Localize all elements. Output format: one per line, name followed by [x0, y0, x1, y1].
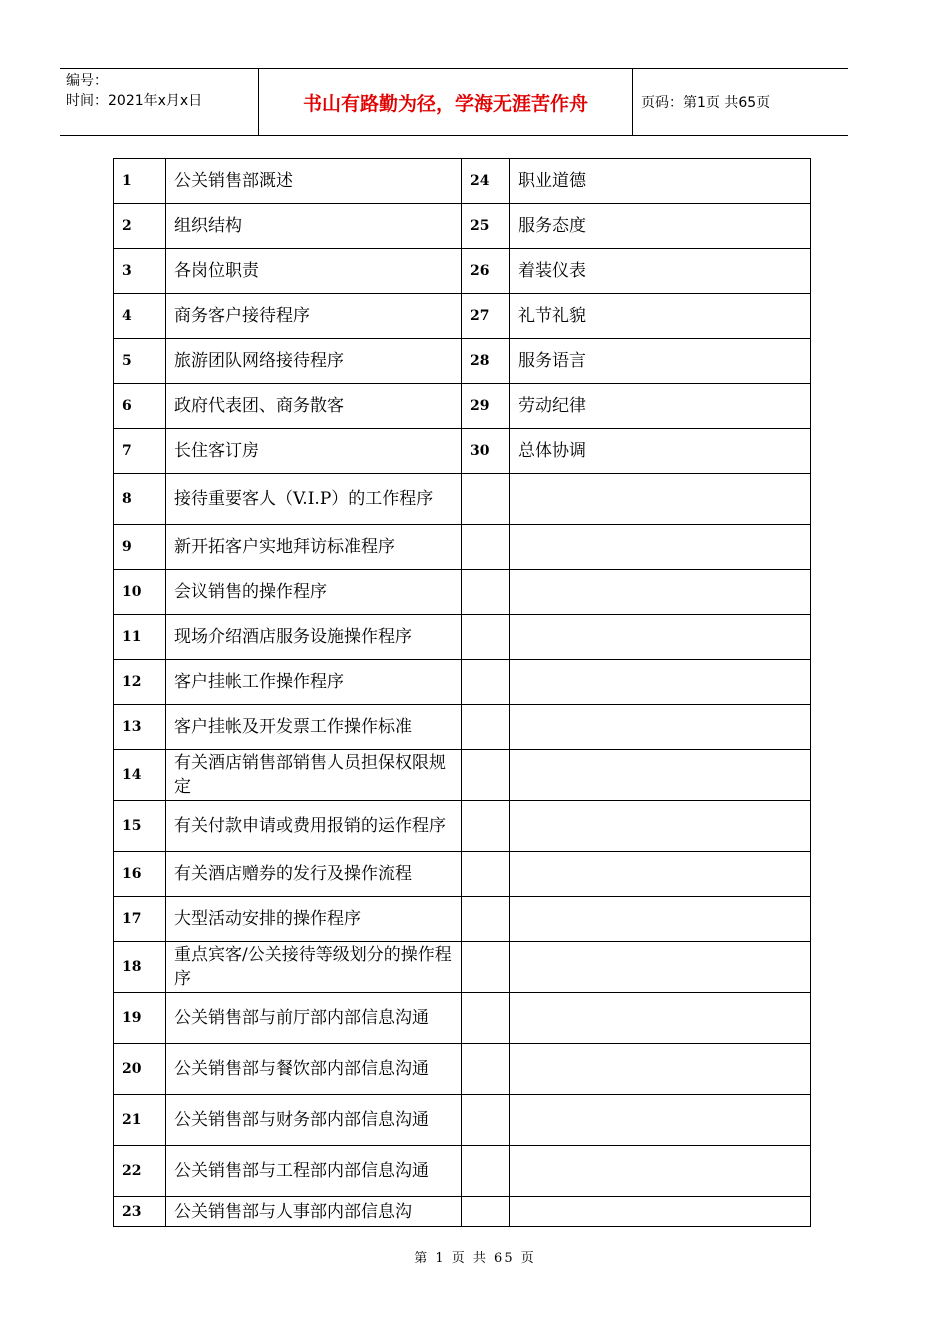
toc-title-right [510, 897, 811, 942]
table-row [114, 294, 811, 339]
toc-number-left: 14 [114, 750, 166, 801]
table-row [114, 1095, 811, 1146]
toc-number-right: 24 [462, 159, 510, 204]
toc-title-left: 公关销售部与财务部内部信息沟通 [166, 1095, 462, 1146]
table-row [114, 705, 811, 750]
toc-number-right [462, 897, 510, 942]
table-row [114, 993, 811, 1044]
toc-title-left: 长住客订房 [166, 429, 462, 474]
toc-number-right [462, 1044, 510, 1095]
table-row [114, 1044, 811, 1095]
toc-number-right [462, 942, 510, 993]
page-footer: 第 1 页 共 65 页 [414, 1251, 536, 1266]
table-row [114, 801, 811, 852]
table-row [114, 615, 811, 660]
toc-number-left: 8 [114, 474, 166, 525]
table-row [114, 942, 811, 993]
toc-title-right: 服务态度 [510, 204, 811, 249]
toc-number-left: 4 [114, 294, 166, 339]
toc-number-left: 7 [114, 429, 166, 474]
table-row [114, 525, 811, 570]
toc-number-right: 26 [462, 249, 510, 294]
toc-table [113, 158, 811, 1227]
toc-title-left: 有关酒店销售部销售人员担保权限规定 [166, 750, 462, 801]
toc-number-left: 5 [114, 339, 166, 384]
toc-number-left: 13 [114, 705, 166, 750]
toc-title-left: 政府代表团、商务散客 [166, 384, 462, 429]
table-row [114, 660, 811, 705]
toc-title-left: 组织结构 [166, 204, 462, 249]
toc-number-right [462, 525, 510, 570]
toc-title-right [510, 570, 811, 615]
toc-number-right: 27 [462, 294, 510, 339]
toc-number-left: 19 [114, 993, 166, 1044]
table-row [114, 429, 811, 474]
toc-number-right [462, 570, 510, 615]
toc-title-right: 职业道德 [510, 159, 811, 204]
toc-title-left: 旅游团队网络接待程序 [166, 339, 462, 384]
toc-title-left: 会议销售的操作程序 [166, 570, 462, 615]
toc-title-right: 礼节礼貌 [510, 294, 811, 339]
toc-number-right [462, 750, 510, 801]
toc-title-right [510, 474, 811, 525]
table-row [114, 384, 811, 429]
toc-title-right [510, 615, 811, 660]
toc-number-right [462, 705, 510, 750]
toc-title-left: 重点宾客/公关接待等级划分的操作程序 [166, 942, 462, 993]
toc-number-right [462, 852, 510, 897]
toc-title-right [510, 993, 811, 1044]
table-row [114, 339, 811, 384]
header-meta [60, 69, 258, 135]
table-row [114, 159, 811, 204]
toc-title-left: 公关销售部与工程部内部信息沟通 [166, 1146, 462, 1197]
table-row [114, 1146, 811, 1197]
toc-title-left: 现场介绍酒店服务设施操作程序 [166, 615, 462, 660]
table-row [114, 570, 811, 615]
page-header [60, 68, 848, 136]
toc-title-left: 公关销售部与前厅部内部信息沟通 [166, 993, 462, 1044]
toc-title-left: 新开拓客户实地拜访标准程序 [166, 525, 462, 570]
toc-title-right [510, 750, 811, 801]
toc-number-left: 11 [114, 615, 166, 660]
toc-number-right [462, 801, 510, 852]
toc-title-right [510, 660, 811, 705]
toc-number-right: 30 [462, 429, 510, 474]
toc-number-left: 2 [114, 204, 166, 249]
toc-number-right [462, 1095, 510, 1146]
toc-title-right: 劳动纪律 [510, 384, 811, 429]
table-row [114, 204, 811, 249]
toc-title-right [510, 852, 811, 897]
toc-number-left: 17 [114, 897, 166, 942]
toc-title-right: 总体协调 [510, 429, 811, 474]
toc-title-left: 有关付款申请或费用报销的运作程序 [166, 801, 462, 852]
toc-number-left: 16 [114, 852, 166, 897]
toc-title-left: 接待重要客人（V.I.P）的工作程序 [166, 474, 462, 525]
toc-title-right [510, 1095, 811, 1146]
table-row [114, 474, 811, 525]
toc-number-left: 3 [114, 249, 166, 294]
header-motto: 书山有路勤为径，学海无涯苦作舟 [258, 69, 633, 135]
toc-number-right: 25 [462, 204, 510, 249]
toc-number-right: 28 [462, 339, 510, 384]
toc-title-right: 着装仪表 [510, 249, 811, 294]
toc-number-right [462, 1197, 510, 1227]
toc-title-left: 有关酒店赠券的发行及操作流程 [166, 852, 462, 897]
toc-title-right [510, 942, 811, 993]
toc-number-right [462, 660, 510, 705]
toc-title-right [510, 1044, 811, 1095]
toc-title-left: 公关销售部溉述 [166, 159, 462, 204]
toc-number-left: 10 [114, 570, 166, 615]
toc-number-right [462, 993, 510, 1044]
toc-number-left: 9 [114, 525, 166, 570]
toc-title-left: 各岗位职责 [166, 249, 462, 294]
table-row [114, 897, 811, 942]
toc-number-left: 22 [114, 1146, 166, 1197]
toc-number-left: 15 [114, 801, 166, 852]
toc-title-left: 商务客户接待程序 [166, 294, 462, 339]
toc-number-left: 12 [114, 660, 166, 705]
toc-number-right: 29 [462, 384, 510, 429]
toc-number-right [462, 474, 510, 525]
toc-number-left: 21 [114, 1095, 166, 1146]
toc-number-right [462, 1146, 510, 1197]
toc-number-left: 6 [114, 384, 166, 429]
date-label: 时间：2021年x月x日 [66, 93, 203, 109]
toc-title-right [510, 705, 811, 750]
toc-title-right: 服务语言 [510, 339, 811, 384]
toc-number-left: 1 [114, 159, 166, 204]
toc-title-right [510, 1197, 811, 1227]
table-row [114, 249, 811, 294]
toc-title-left: 公关销售部与人事部内部信息沟 [166, 1197, 462, 1227]
toc-number-right [462, 615, 510, 660]
toc-number-left: 20 [114, 1044, 166, 1095]
toc-title-right [510, 1146, 811, 1197]
toc-number-left: 18 [114, 942, 166, 993]
toc-title-left: 客户挂帐及开发票工作操作标准 [166, 705, 462, 750]
table-row [114, 1197, 811, 1227]
toc-title-left: 大型活动安排的操作程序 [166, 897, 462, 942]
toc-title-right [510, 525, 811, 570]
table-row [114, 750, 811, 801]
toc-title-left: 公关销售部与餐饮部内部信息沟通 [166, 1044, 462, 1095]
toc-number-left: 23 [114, 1197, 166, 1227]
toc-title-left: 客户挂帐工作操作程序 [166, 660, 462, 705]
toc-title-right [510, 801, 811, 852]
header-page-info: 页码：第1页 共65页 [641, 95, 771, 111]
table-row [114, 852, 811, 897]
serial-label: 编号： [66, 73, 108, 89]
